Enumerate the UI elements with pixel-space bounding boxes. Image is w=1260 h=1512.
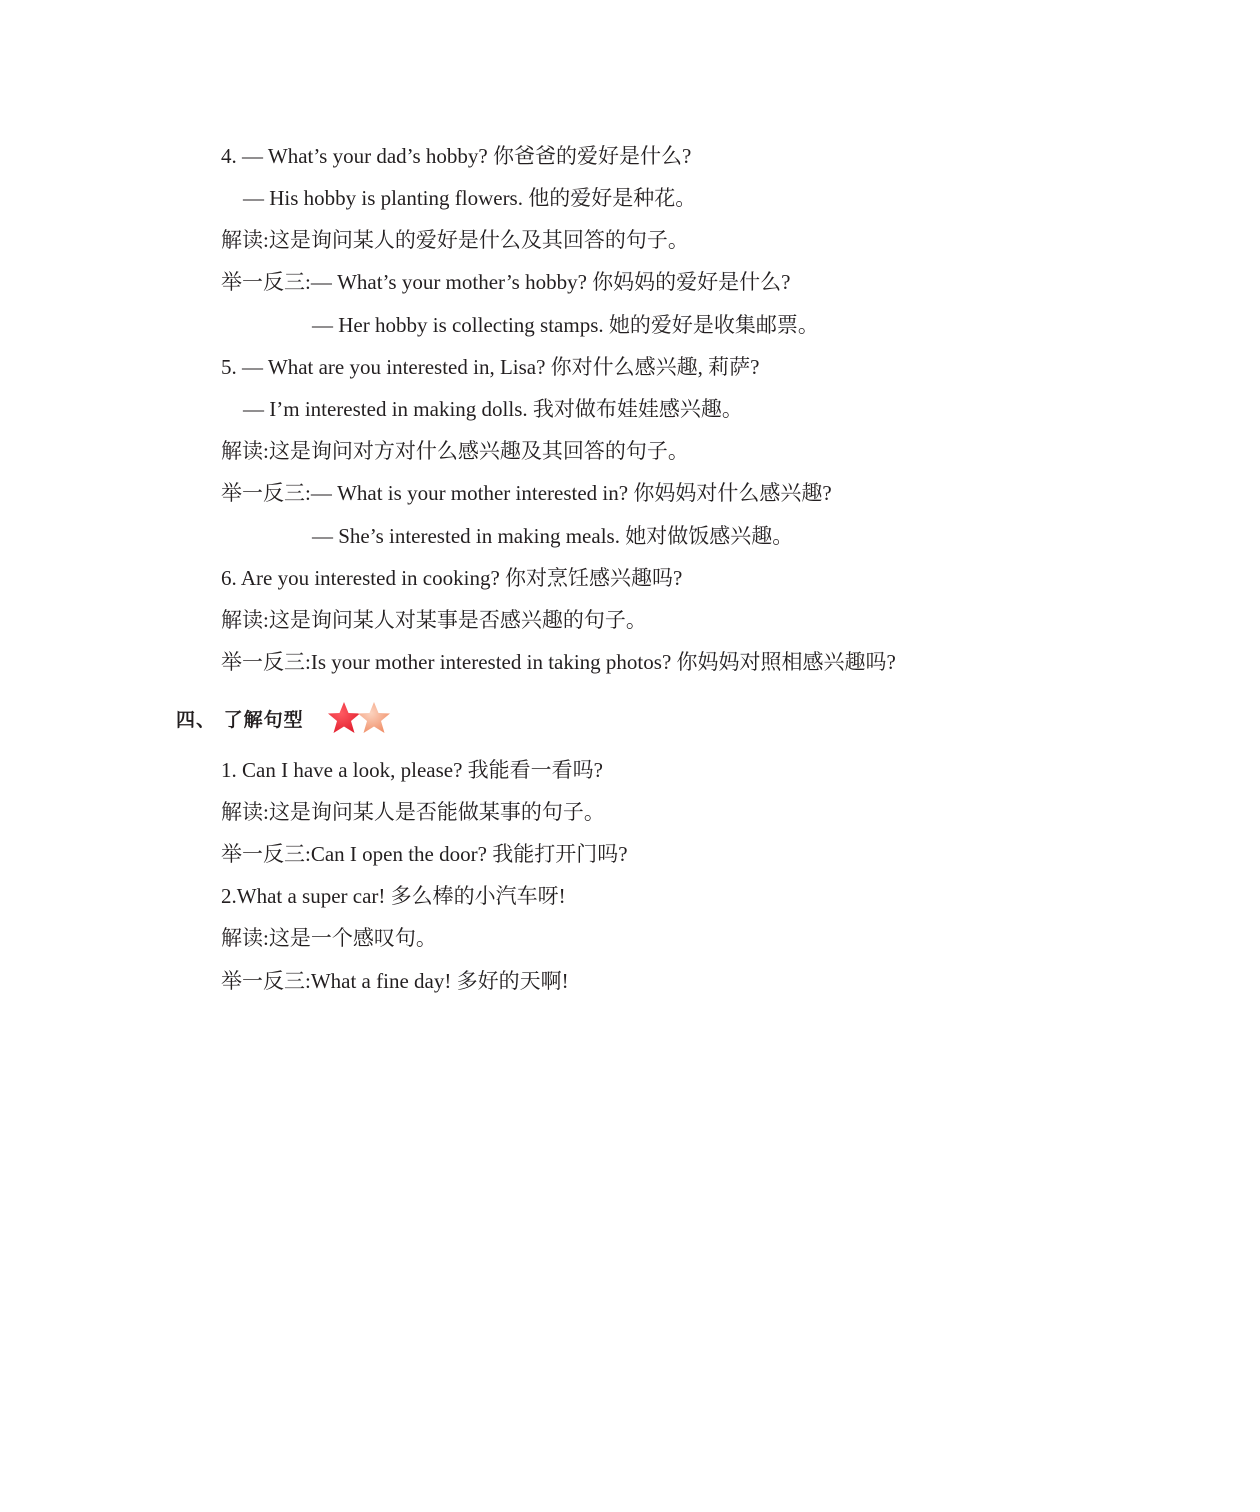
sentence-4-example-question: 举一反三:— What’s your mother’s hobby? 你妈妈的爱好是什么? <box>221 270 791 294</box>
section-title: 四、 了解句型 <box>176 708 304 731</box>
difficulty-stars <box>326 700 392 736</box>
pattern-1-explanation: 解读:这是询问某人是否能做某事的句子。 <box>221 800 605 824</box>
sentence-5-example-question: 举一反三:— What is your mother interested in? 你妈妈对什么感兴趣? <box>221 481 832 505</box>
sentence-5-explanation: 解读:这是询问对方对什么感兴趣及其回答的句子。 <box>221 439 689 463</box>
sentence-5-answer: — I’m interested in making dolls. 我对做布娃娃感兴趣。 <box>243 397 743 421</box>
pattern-2-sentence: 2.What a super car! 多么棒的小汽车呀! <box>221 884 566 908</box>
sentence-4-explanation: 解读:这是询问某人的爱好是什么及其回答的句子。 <box>221 228 689 252</box>
sentence-4-example-answer: — Her hobby is collecting stamps. 她的爱好是收集邮票。 <box>312 313 819 337</box>
pattern-2-example: 举一反三:What a fine day! 多好的天啊! <box>221 969 569 993</box>
sentence-5-question: 5. — What are you interested in, Lisa? 你对什么感兴趣, 莉萨? <box>221 355 760 379</box>
pattern-1-example: 举一反三:Can I open the door? 我能打开门吗? <box>221 842 628 866</box>
sentence-6-example: 举一反三:Is your mother interested in taking photos? 你妈妈对照相感兴趣吗? <box>221 650 896 674</box>
sentence-6-question: 6. Are you interested in cooking? 你对烹饪感兴趣吗? <box>221 566 683 590</box>
pattern-2-explanation: 解读:这是一个感叹句。 <box>221 926 437 950</box>
section-heading <box>176 700 392 736</box>
sentence-4-question: 4. — What’s your dad’s hobby? 你爸爸的爱好是什么? <box>221 144 692 168</box>
sentence-4-answer: — His hobby is planting flowers. 他的爱好是种花。 <box>243 186 697 210</box>
pattern-1-sentence: 1. Can I have a look, please? 我能看一看吗? <box>221 758 603 782</box>
sentence-5-example-answer: — She’s interested in making meals. 她对做饭感兴趣。 <box>312 524 794 548</box>
star-light-icon <box>356 700 392 736</box>
sentence-6-explanation: 解读:这是询问某人对某事是否感兴趣的句子。 <box>221 608 647 632</box>
